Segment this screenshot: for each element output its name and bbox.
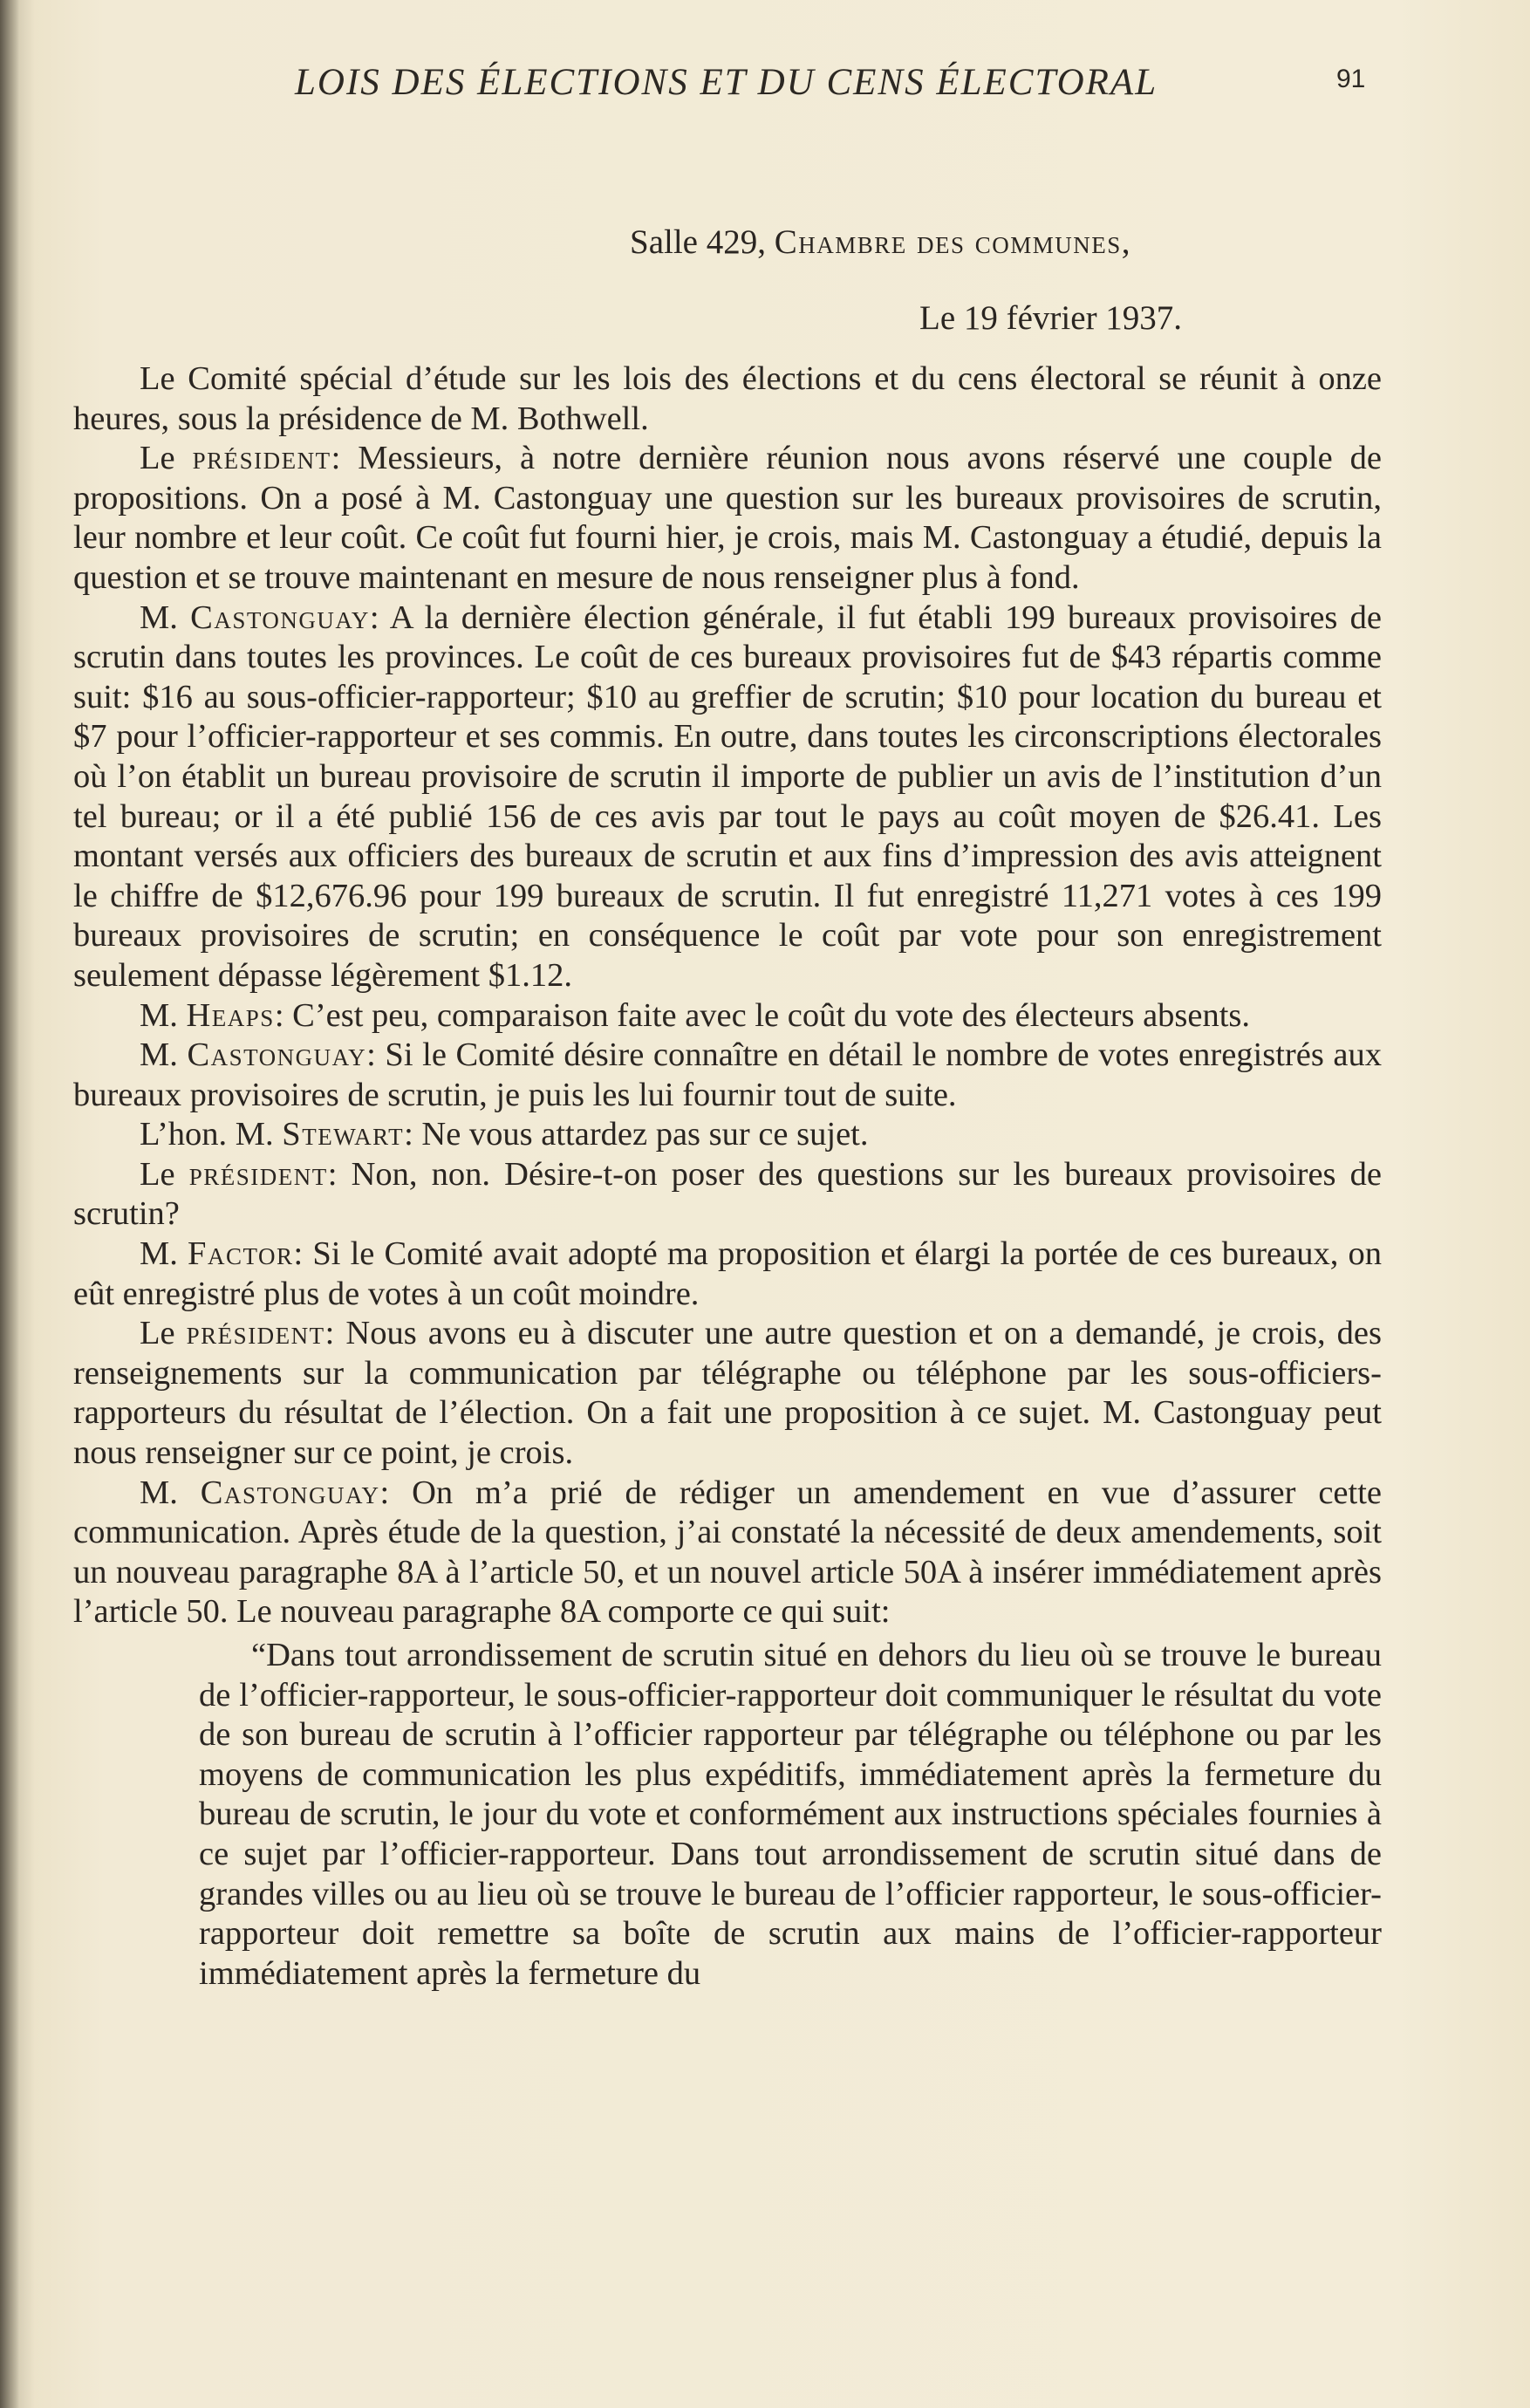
speech-text: : Non, non. Désire-t-on poser des questions sur les bureaux provisoires de scrutin?: [73, 1155, 1382, 1233]
speaker-name: Stewart: [282, 1116, 405, 1153]
speaker-name: président: [186, 1315, 325, 1352]
speech-paragraph: [73, 439, 1382, 598]
speaker-name: Factor: [188, 1235, 294, 1273]
speaker-prefix: L’hon. M.: [140, 1116, 283, 1153]
speech-paragraph: [73, 599, 1382, 996]
speaker-name: Castonguay: [187, 1036, 367, 1074]
binding-gutter-shadow: [0, 0, 19, 2408]
speech-text: : On m’a prié de rédiger un amendement en vue d’assurer cette communication. Après étude de la question, j’ai constaté la nécessité de deux amendements, soit un nouveau paragraphe 8A à l’article 50, et un nouvel article 50A à insérer immédiatement après l’article 50. Le nouveau paragraphe 8A comporte ce qui suit:: [73, 1474, 1383, 1631]
speaker-prefix: M.: [140, 599, 191, 636]
speech-text: : Ne vous attardez pas sur ce sujet.: [404, 1116, 869, 1153]
speech-text: : Si le Comité désire connaître en détail le nombre de votes enregistrés aux bureaux provisoires de scrutin, je puis les lui fournir tout de suite.: [73, 1036, 1382, 1113]
speech-text: : C’est peu, comparaison faite avec le coût du vote des électeurs absents.: [274, 996, 1251, 1034]
speaker-prefix: M.: [140, 1474, 201, 1511]
paragraph-text: Le Comité spécial d’étude sur les lois des élections et du cens électoral se réunit à onze heures, sous la présidence de M. Bothwell.: [73, 360, 1382, 437]
quoted-amendment: “Dans tout arrondissement de scrutin situé en dehors du lieu où se trouve le bureau de l’officier-rapporteur, le sous-officier-rapporteur doit communiquer le résultat du vote de son bureau de scrutin à l’officier rapporteur par télégraphe ou téléphone ou par les moyens de communication les plus expéditifs, immédiatement après la fermeture du bureau de scrutin, le jour du vote et conformément aux instructions spéciales fournies à ce sujet par l’officier-rapporteur. Dans tout arrondissement de scrutin situé dans de grandes villes ou au lieu où se trouve le bureau de l’officier rapporteur, le sous-officier-rapporteur doit remettre sa boîte de scrutin aux mains de l’officier-rapporteur immédiatement après la fermeture du: [199, 1637, 1382, 1992]
speaker-prefix: Le: [140, 1315, 187, 1352]
dateline-date: Le 19 février 1937.: [919, 299, 1183, 337]
speaker-prefix: M.: [140, 1036, 188, 1074]
speech-paragraph: [73, 1155, 1382, 1235]
speaker-name: Castonguay: [190, 599, 370, 636]
speech-paragraph: [73, 1474, 1382, 1632]
speech-paragraph: [73, 1235, 1382, 1314]
speech-paragraph: [73, 996, 1382, 1036]
speech-paragraph: [73, 1115, 1382, 1155]
speaker-prefix: Le: [140, 1155, 189, 1193]
speech-paragraph: [73, 1314, 1382, 1473]
speaker-prefix: Le: [140, 440, 193, 477]
speech-text: : Nous avons eu à discuter une autre question et on a demandé, je crois, des renseignements sur la communication par télégraphe ou téléphone par les sous-officiers-rapporteurs du résultat de l’élection. On a fait une proposition à ce sujet. M. Castonguay peut nous renseigner sur ce point, je crois.: [73, 1315, 1382, 1472]
speech-text: : A la dernière élection générale, il fut établi 199 bureaux provisoires de scrutin dans toutes les provinces. Le coût de ces bureaux provisoires fut de $43 répartis comme suit: $16 au sous-officier-rapporteur; $10 au greffier de scrutin; $10 pour location du bureau et $7 pour l’officier-rapporteur et ses commis. En outre, dans toutes les circonscriptions électorales où l’on établit un bureau provisoire de scrutin il importe de publier un avis de l’institution d’un tel bureau; or il a été publié 156 de ces avis par tout le pays au coût moyen de $26.41. Les montant versés aux officiers des bureaux de scrutin et aux fins d’impression des avis atteignent le chiffre de $12,676.96 pour 199 bureaux de scrutin. Il fut enregistré 11,271 votes à ces 199 bureaux provisoires de scrutin; en conséquence le coût par vote pour son enregistrement seulement dépasse légèrement $1.12.: [73, 599, 1382, 994]
dateline-room-prefix: Salle 429,: [630, 223, 775, 261]
opening-paragraph: [73, 359, 1382, 439]
speaker-name: président: [188, 1155, 328, 1193]
speaker-prefix: M.: [140, 996, 187, 1034]
speaker-name: Heaps: [186, 996, 275, 1034]
dateline-room: [630, 222, 1131, 262]
speech-text: : Messieurs, à notre dernière réunion nous avons réservé une couple de propositions. On a posé à M. Castonguay une question sur les bureaux provisoires de scrutin, leur nombre et leur coût. Ce coût fut fourni hier, je crois, mais M. Castonguay a étudié, depuis la question et se trouve maintenant en mesure de nous renseigner plus à fond.: [73, 440, 1382, 596]
speech-paragraph: [73, 1036, 1382, 1115]
speech-text: : Si le Comité avait adopté ma proposition et élargi la portée de ces bureaux, on eût enregistré plus de votes à un coût moindre.: [73, 1235, 1382, 1312]
running-head-title: LOIS DES ÉLECTIONS ET DU CENS ÉLECTORAL: [295, 62, 1158, 103]
dateline-room-place: Chambre des communes,: [774, 223, 1132, 261]
page-number: 91: [1336, 65, 1366, 93]
speaker-name: président: [192, 440, 331, 477]
minutes-body: [73, 359, 1382, 1994]
speaker-prefix: M.: [140, 1235, 188, 1273]
speaker-name: Castonguay: [200, 1474, 380, 1511]
